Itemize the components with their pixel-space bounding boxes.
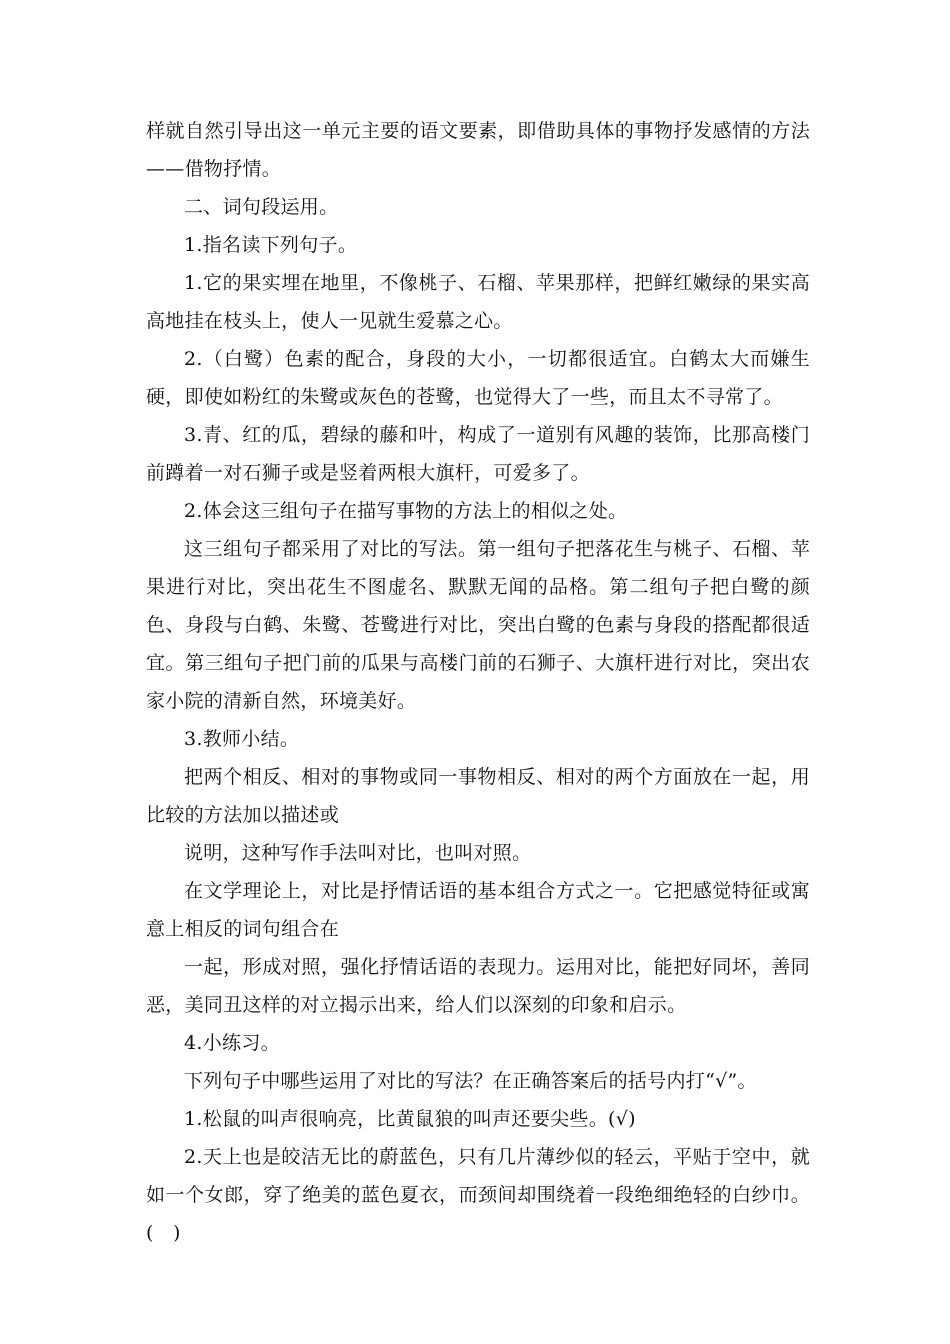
step-heading-compare-methods: 2.体会这三组句子在描写事物的方法上的相似之处。 (184, 500, 628, 522)
section-heading-word-sentence-use: 二、词句段运用。 (184, 196, 339, 218)
example-sentence-egret: 2.（白鹭）色素的配合，身段的大小，一切都很适宜。白鹤太大而嫌生硬，即使如粉红的朱鹭或灰色的苍鹭，也觉得大了一些，而且太不寻常了。 (146, 348, 810, 408)
paragraph-contrast-analysis: 这三组句子都采用了对比的写法。第一组句子把落花生与桃子、石榴、苹果进行对比，突出花生不图虚名、默默无闻的品格。第二组句子把白鹭的颜色、身段与白鹤、朱鹭、苍鹭进行对比，突出白鹭的色素与身段的搭配都很适宜。第三组句子把门前的瓜果与高楼门前的石狮子、大旗杆进行对比，突出农家小院的清新自然，环境美好。 (146, 538, 810, 712)
step-heading-read-sentences: 1.指名读下列句子。 (184, 234, 358, 256)
step-heading-teacher-summary: 3.教师小结。 (184, 728, 300, 750)
paragraph-contrast-definition-end: 说明，这种写作手法叫对比，也叫对照。 (184, 842, 532, 864)
practice-item-sky: 2.天上也是皎洁无比的蔚蓝色，只有几片薄纱似的轻云，平贴于空中，就如一个女郎，穿了绝美的蓝色夏衣，而颈间却围绕着一段绝细绝轻的白纱巾。( ) (146, 1146, 810, 1244)
example-sentence-melon: 3.青、红的瓜，碧绿的藤和叶，构成了一道别有风趣的装饰，比那高楼门前蹲着一对石狮子或是竖着两根大旗杆，可爱多了。 (146, 424, 810, 484)
step-heading-practice: 4.小练习。 (184, 1032, 280, 1054)
paragraph-contrast-definition: 把两个相反、相对的事物或同一事物相反、相对的两个方面放在一起，用比较的方法加以描述或 (146, 766, 810, 826)
paragraph-intro-continuation: 样就自然引导出这一单元主要的语文要素，即借助具体的事物抒发感情的方法——借物抒情。 (146, 120, 810, 180)
practice-instruction: 下列句子中哪些运用了对比的写法？在正确答案后的括号内打“√”。 (184, 1070, 757, 1092)
practice-item-squirrel: 1.松鼠的叫声很响亮，比黄鼠狼的叫声还要尖些。(√) (184, 1108, 636, 1130)
document-body (146, 112, 810, 1252)
paragraph-literary-theory-end: 一起，形成对照，强化抒情话语的表现力。运用对比，能把好同坏，善同恶，美同丑这样的对立揭示出来，给人们以深刻的印象和启示。 (146, 956, 810, 1016)
paragraph-literary-theory: 在文学理论上，对比是抒情话语的基本组合方式之一。它把感觉特征或寓意上相反的词句组合在 (146, 880, 810, 940)
example-sentence-peanut: 1.它的果实埋在地里，不像桃子、石榴、苹果那样，把鲜红嫩绿的果实高高地挂在枝头上，使人一见就生爱慕之心。 (146, 272, 810, 332)
